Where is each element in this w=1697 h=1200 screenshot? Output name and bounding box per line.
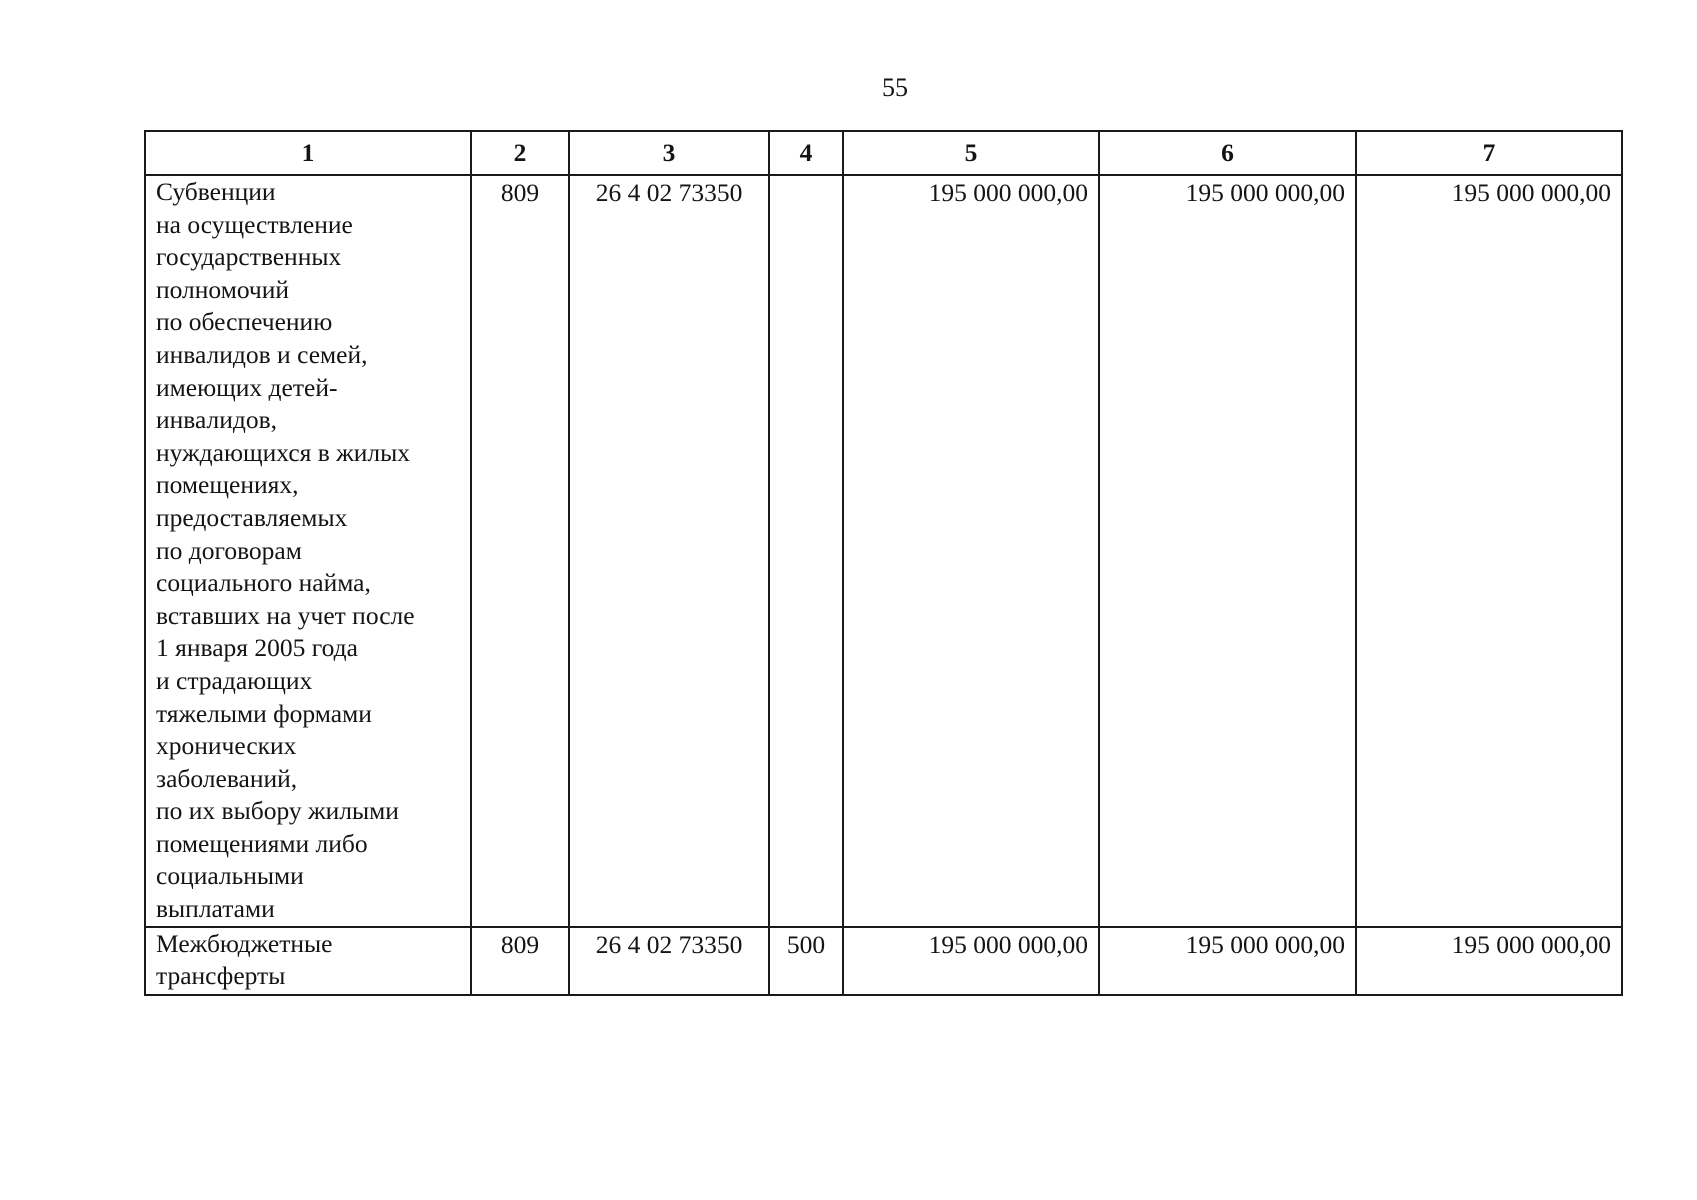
row-col-7: 195 000 000,00: [1356, 175, 1622, 927]
description-line: помещениях,: [156, 470, 299, 500]
description-line: предоставляемых: [156, 502, 348, 532]
description-line: 1 января 2005 года: [156, 633, 358, 663]
description-line: социальными: [156, 861, 304, 891]
row-description: [145, 175, 471, 927]
budget-table: [144, 130, 1623, 996]
description-line: инвалидов и семей,: [156, 339, 368, 369]
row-col-3: 26 4 02 73350: [569, 927, 769, 995]
description-line: по договорам: [156, 535, 302, 565]
row-col-7: 195 000 000,00: [1356, 927, 1622, 995]
header-col-1: 1: [145, 131, 471, 175]
row-col-2: 809: [471, 927, 569, 995]
header-col-7: 7: [1356, 131, 1622, 175]
page-number: 55: [882, 73, 908, 102]
description-line: заболеваний,: [156, 763, 298, 793]
description-line: тяжелыми формами: [156, 698, 372, 728]
description-line: социального найма,: [156, 568, 371, 598]
description-line: выплатами: [156, 894, 275, 924]
row-col-2: 809: [471, 175, 569, 927]
header-col-3: 3: [569, 131, 769, 175]
header-col-2: 2: [471, 131, 569, 175]
description-line: государственных: [156, 242, 342, 272]
row-col-3: 26 4 02 73350: [569, 175, 769, 927]
description-line: по обеспечению: [156, 307, 333, 337]
row-description: [145, 927, 471, 995]
header-col-6: 6: [1099, 131, 1356, 175]
header-col-5: 5: [843, 131, 1099, 175]
description-line: Субвенции: [156, 177, 276, 206]
row-col-5: 195 000 000,00: [843, 927, 1099, 995]
row-col-4: 500: [769, 927, 843, 995]
description-line: инвалидов,: [156, 405, 278, 435]
description-line: на осуществление: [156, 209, 353, 239]
description-line: по их выбору жилыми: [156, 796, 399, 826]
header-col-4: 4: [769, 131, 843, 175]
description-line: помещениями либо: [156, 828, 368, 858]
description-line: и страдающих: [156, 665, 313, 695]
description-line: Межбюджетные: [156, 928, 333, 958]
row-col-4: [769, 175, 843, 927]
description-line: хронических: [156, 731, 297, 761]
row-col-5: 195 000 000,00: [843, 175, 1099, 927]
description-line: вставших на учет после: [156, 600, 415, 630]
table-header-row: [145, 131, 1622, 175]
table-row: [145, 927, 1622, 995]
description-line: имеющих детей-: [156, 372, 338, 402]
row-col-6: 195 000 000,00: [1099, 927, 1356, 995]
description-line: трансферты: [156, 961, 286, 991]
table-row: [145, 175, 1622, 927]
description-line: полномочий: [156, 274, 290, 304]
row-col-6: 195 000 000,00: [1099, 175, 1356, 927]
description-line: нуждающихся в жилых: [156, 437, 411, 467]
